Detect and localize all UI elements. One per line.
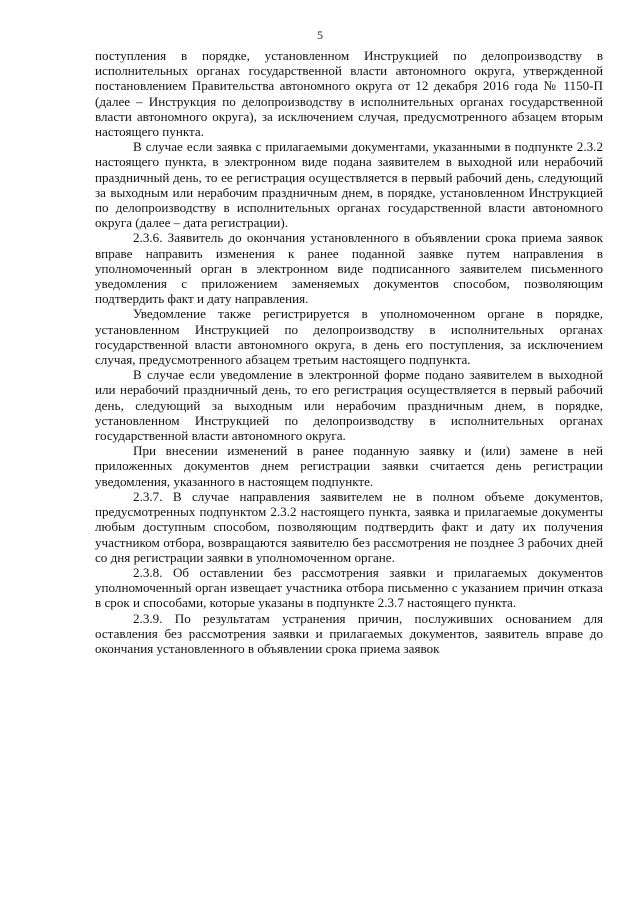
paragraph: В случае если уведомление в электронной форме подано заявителем в выходной или нерабочий праздничный день, то его регистрация осуществляется в первый рабочий день, следующий за выходным или нерабочим праздничным днем, в порядке, установленном Инструкцией по делопроизводству в исполнительных органах государственной власти автономного округа. [95, 367, 603, 444]
paragraph: 2.3.6. Заявитель до окончания установленного в объявлении срока приема заявок вправе направить изменения к ранее поданной заявке путем направления в уполномоченный орган в электронном виде подписанного заявителем письменного уведомления с приложением заменяемых документов способом, позволяющим подтвердить факт и дату направления. [95, 230, 603, 307]
page-number: 5 [317, 28, 323, 42]
paragraph: 2.3.8. Об оставлении без рассмотрения заявки и прилагаемых документов уполномоченный орган извещает участника отбора письменно с указанием причин отказа в срок и способами, которые указаны в подпункте 2.3.7 настоящего пункта. [95, 564, 603, 611]
paragraph: 2.3.7. В случае направления заявителем не в полном объеме документов, предусмотренных подпунктом 2.3.2 настоящего пункта, заявка и прилагаемые документы любым доступным способом, позволяющим подтвердить факт и дату их получения участником отбора, возвращаются заявителю без рассмотрения не позднее 3 рабочих дней со дня регистрации заявки в уполномоченном органе. [95, 488, 603, 565]
paragraph: При внесении изменений в ранее поданную заявку и (или) замене в ней приложенных документов днем регистрации заявки считается день регистрации уведомления, указанного в настоящем подпункте. [95, 443, 603, 489]
paragraph: поступления в порядке, установленном Инструкцией по делопроизводству в исполнительных органах государственной власти автономного округа, утвержденной постановлением Правительства автономного округа от 12 декабря 2016 года № 1150-П (далее – Инструкция по делопроизводству в исполнительных органах государственной власти автономного округа), за исключением случая, предусмотренного абзацем вторым настоящего пункта. [95, 48, 603, 140]
paragraph: В случае если заявка с прилагаемыми документами, указанными в подпункте 2.3.2 настоящего пункта, в электронном виде подана заявителем в выходной или нерабочий праздничный день, то ее регистрация осуществляется в первый рабочий день, следующий за выходным или нерабочим праздничным днем, в порядке, установленном Инструкцией по делопроизводству в исполнительных органах государственной власти автономного округа (далее – дата регистрации). [95, 139, 603, 231]
document-body [95, 48, 603, 656]
paragraph: 2.3.9. По результатам устранения причин, послуживших основанием для оставления без рассмотрения заявки и прилагаемых документов, заявитель вправе до окончания установленного в объявлении срока приема заявок [95, 610, 603, 656]
paragraph: Уведомление также регистрируется в уполномоченном органе в порядке, установленном Инструкцией по делопроизводству в исполнительных органах государственной власти автономного округа, в день его поступления, за исключением случая, предусмотренного абзацем третьим настоящего подпункта. [95, 306, 603, 368]
